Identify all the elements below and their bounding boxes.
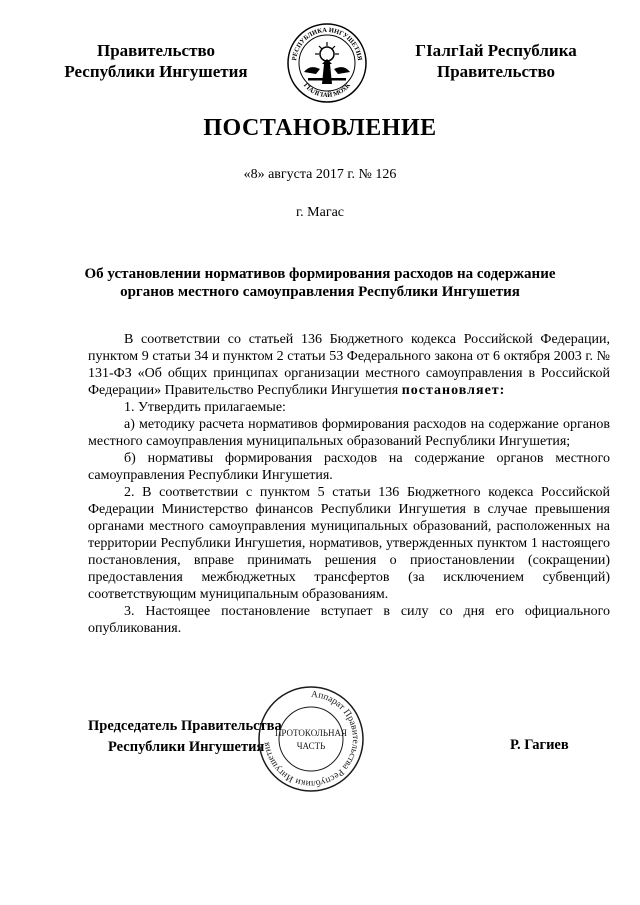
- item-3: 3. Настоящее постановление вступает в силу со дня его официального опубликования.: [88, 604, 610, 636]
- position-line1: Председатель Правительства: [88, 718, 282, 734]
- header-left-line1: Правительство: [96, 41, 216, 60]
- signatory-position: [88, 716, 282, 758]
- resolves-word: постановляет:: [401, 383, 506, 398]
- stamp-center-line2: ЧАСТЬ: [296, 741, 326, 751]
- item-2: 2. В соответствии с пунктом 5 статьи 136 Бюджетного кодекса Российской Федерации Министерство финансов Республики Ингушетия в случае превышения органами местного самоуправления муниципальных образований, расположенных на территории Республики Ингушетия, нормативов, утвержденных пунктом 1 настоящего постановления, вправе принимать решения о приостановлении (сокращении) предоставления межбюджетных трансфертов (за исключением субвенций) соответствующим муниципальным образованиям.: [88, 485, 610, 602]
- item-1a: а) методику расчета нормативов формирования расходов на содержание органов местного самоуправления муниципальных образований Республики Ингушетия;: [88, 417, 610, 449]
- government-name-ingush: [378, 40, 614, 82]
- header-right-line2: Правительство: [436, 62, 556, 81]
- document-title: ПОСТАНОВЛЕНИЕ: [203, 115, 437, 141]
- document-city: г. Магас: [296, 205, 344, 220]
- stamp-ring-text: Аппарат Правительства Республики Ингушетия: [262, 689, 361, 789]
- government-name-russian: [38, 40, 274, 82]
- emblem-bottom-text: ГIАЛГIАЙ МОХК: [302, 81, 353, 100]
- emblem-top-text: РЕСПУБЛИКА ИНГУШЕТИЯ: [291, 26, 363, 61]
- document-body: [88, 331, 610, 637]
- position-line2: Республики Ингушетия: [108, 739, 265, 755]
- subject-line2: органов местного самоуправления Республики Ингушетия: [120, 284, 520, 300]
- emblem-sun-icon: [315, 42, 339, 61]
- coat-of-arms-emblem: [286, 22, 368, 104]
- item-1: 1. Утвердить прилагаемые:: [124, 400, 286, 415]
- document-subject: [60, 265, 580, 301]
- subject-line1: Об установлении нормативов формирования расходов на содержание: [84, 266, 556, 282]
- intro-paragraph: [88, 331, 610, 399]
- header-left-line2: Республики Ингушетия: [64, 62, 248, 81]
- official-stamp: [256, 684, 366, 794]
- intro-text: В соответствии со статьей 136 Бюджетного кодекса Российской Федерации, пунктом 9 статьи 34 и пунктом 2 статьи 53 Федерального закона от 6 октября 2003 г. № 131-ФЗ «Об общих принципах организации местного самоуправления в Российской Федерации» Правительство Республики Ингушетия: [88, 332, 610, 398]
- header-right-line1: ГIалгIай Республика: [415, 41, 577, 60]
- document-date-number: «8» августа 2017 г. № 126: [243, 167, 397, 182]
- item-1b: б) нормативы формирования расходов на содержание органов местного самоуправления Республики Ингушетия.: [88, 451, 610, 483]
- signatory-name: Р. Гагиев: [510, 737, 569, 753]
- stamp-center-line1: ПРОТОКОЛЬНАЯ: [274, 728, 348, 738]
